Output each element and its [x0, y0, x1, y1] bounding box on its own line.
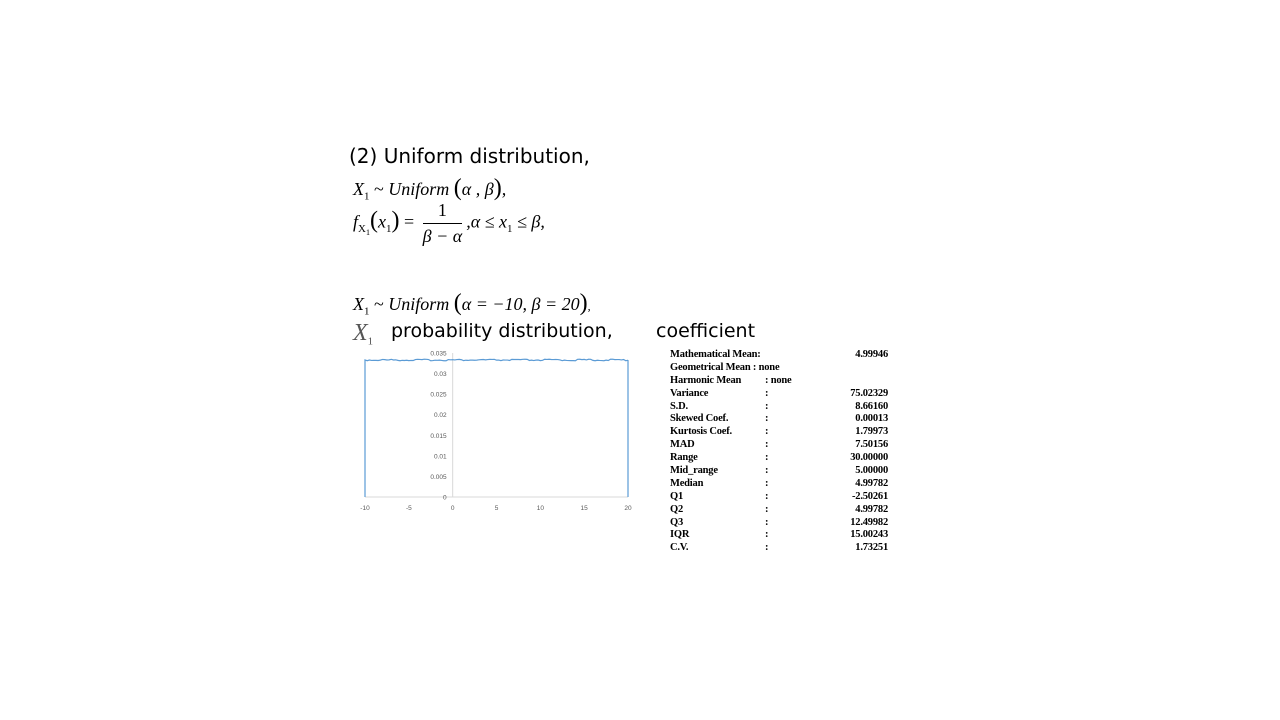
stat-label: Q2 — [670, 503, 684, 515]
stat-value: 4.99946 — [855, 349, 888, 360]
section-title: probability distribution, — [391, 320, 613, 342]
stat-label: IQR — [670, 529, 690, 541]
pdf-condition: ,α ≤ x — [466, 211, 508, 232]
distribution-formula — [353, 175, 506, 203]
stat-colon: : — [765, 477, 769, 489]
param-tilde: ~ — [374, 294, 384, 314]
stat-label: Harmonic Mean — [670, 374, 742, 386]
dist-params: α , β — [461, 179, 494, 199]
stat-colon: : — [765, 503, 769, 515]
stat-label: Geometrical Mean : none — [670, 361, 780, 373]
x-tick-label: 0 — [450, 505, 455, 512]
param-var: X — [353, 294, 364, 314]
stat-colon: : — [765, 413, 769, 425]
y-tick-label: 0.005 — [430, 473, 447, 481]
stat-label: S.D. — [670, 400, 688, 412]
section-variable — [353, 320, 373, 348]
stat-label: MAD — [670, 439, 695, 451]
pdf-denominator: β − α — [422, 226, 463, 246]
stat-label: Median — [670, 477, 704, 489]
param-var-sub: 1 — [364, 305, 370, 318]
stat-colon: : — [765, 452, 769, 464]
pdf-arg-sub: 1 — [385, 223, 392, 236]
param-name: Uniform — [388, 294, 450, 314]
param-trail: , — [587, 299, 591, 313]
y-tick-label: 0.02 — [434, 412, 447, 420]
y-tick-label: 0.035 — [430, 350, 447, 358]
stat-label: Kurtosis Coef. — [670, 426, 732, 438]
param-open-paren: ( — [453, 290, 462, 316]
x-tick-label: 5 — [494, 505, 499, 512]
stat-colon: : — [765, 529, 769, 541]
stat-colon: : — [765, 400, 769, 412]
stat-value: 30.00000 — [850, 452, 888, 464]
stat-colon: : — [765, 542, 769, 554]
stat-label: Mathematical Mean: — [670, 349, 761, 360]
pdf-numerator: 1 — [423, 200, 463, 224]
stat-value: 8.66160 — [855, 400, 888, 412]
x-tick-label: 20 — [624, 505, 632, 512]
stat-colon: : — [765, 439, 769, 451]
coefficient-heading: coefficient — [656, 320, 756, 342]
pdf-arg: x — [377, 211, 386, 232]
stat-colon: : — [765, 516, 769, 528]
stat-value: -2.50261 — [851, 490, 888, 502]
pdf-close-paren: ) — [391, 207, 400, 234]
x-tick-label: -10 — [360, 505, 370, 512]
pdf-equals: = — [399, 211, 419, 232]
dist-tilde: ~ — [374, 179, 384, 199]
density-series-line — [365, 359, 628, 497]
pdf-formula — [353, 200, 545, 247]
stat-label: Range — [670, 452, 698, 464]
section-heading: (2) Uniform distribution, — [349, 144, 590, 168]
uniform-distribution-chart — [355, 345, 640, 517]
stat-value: 1.73251 — [855, 542, 888, 554]
stat-value: 1.79973 — [855, 426, 888, 438]
pdf-condition-sub: 1 — [507, 223, 513, 236]
stat-colon: : — [765, 426, 769, 438]
y-tick-label: 0.03 — [434, 371, 447, 379]
stat-value: 0.00013 — [855, 413, 888, 425]
dist-name: Uniform — [388, 179, 450, 199]
section-var-sub: 1 — [367, 335, 374, 348]
param-close-paren: ) — [579, 290, 588, 316]
stat-colon: : — [765, 490, 769, 502]
stat-value: 15.00243 — [850, 529, 888, 541]
pdf-fraction — [423, 200, 463, 247]
pdf-f: f — [353, 211, 359, 232]
pdf-open-paren: ( — [369, 207, 378, 234]
x-tick-label: -5 — [405, 505, 412, 512]
x-tick-label: 10 — [536, 505, 544, 512]
x-tick-label: 15 — [580, 505, 588, 512]
dist-open-paren: ( — [453, 175, 462, 201]
stat-value: 7.50156 — [855, 439, 888, 451]
stat-label: Mid_range — [670, 465, 718, 477]
stat-label: Q3 — [670, 516, 684, 528]
section-var: X — [353, 320, 368, 346]
dist-trail: , — [501, 179, 507, 199]
y-tick-label: 0 — [443, 494, 447, 502]
param-values: α = −10, β = 20 — [461, 294, 580, 314]
y-tick-label: 0.01 — [434, 453, 447, 461]
pdf-f-sub: X — [358, 223, 366, 236]
stat-colon: : none — [765, 374, 792, 386]
stat-value: 4.99782 — [855, 503, 888, 515]
dist-var: X — [353, 179, 364, 199]
dist-var-sub: 1 — [364, 190, 370, 203]
stat-label: Variance — [670, 387, 709, 399]
parameter-formula — [353, 290, 591, 318]
y-tick-label: 0.025 — [430, 391, 447, 399]
stat-label: C.V. — [670, 542, 689, 554]
stat-colon: : — [765, 387, 769, 399]
stat-value: 75.02329 — [850, 387, 888, 399]
stat-value: 4.99782 — [855, 477, 888, 489]
pdf-f-subsub: 1 — [365, 228, 370, 238]
stat-colon: : — [765, 465, 769, 477]
y-tick-label: 0.015 — [430, 432, 447, 440]
stat-label: Q1 — [670, 490, 684, 502]
dist-close-paren: ) — [493, 175, 502, 201]
stat-value: 5.00000 — [855, 465, 888, 477]
pdf-condition-end: ≤ β, — [517, 211, 545, 232]
stat-label: Skewed Coef. — [670, 413, 729, 425]
stat-value: 12.49982 — [850, 516, 888, 528]
